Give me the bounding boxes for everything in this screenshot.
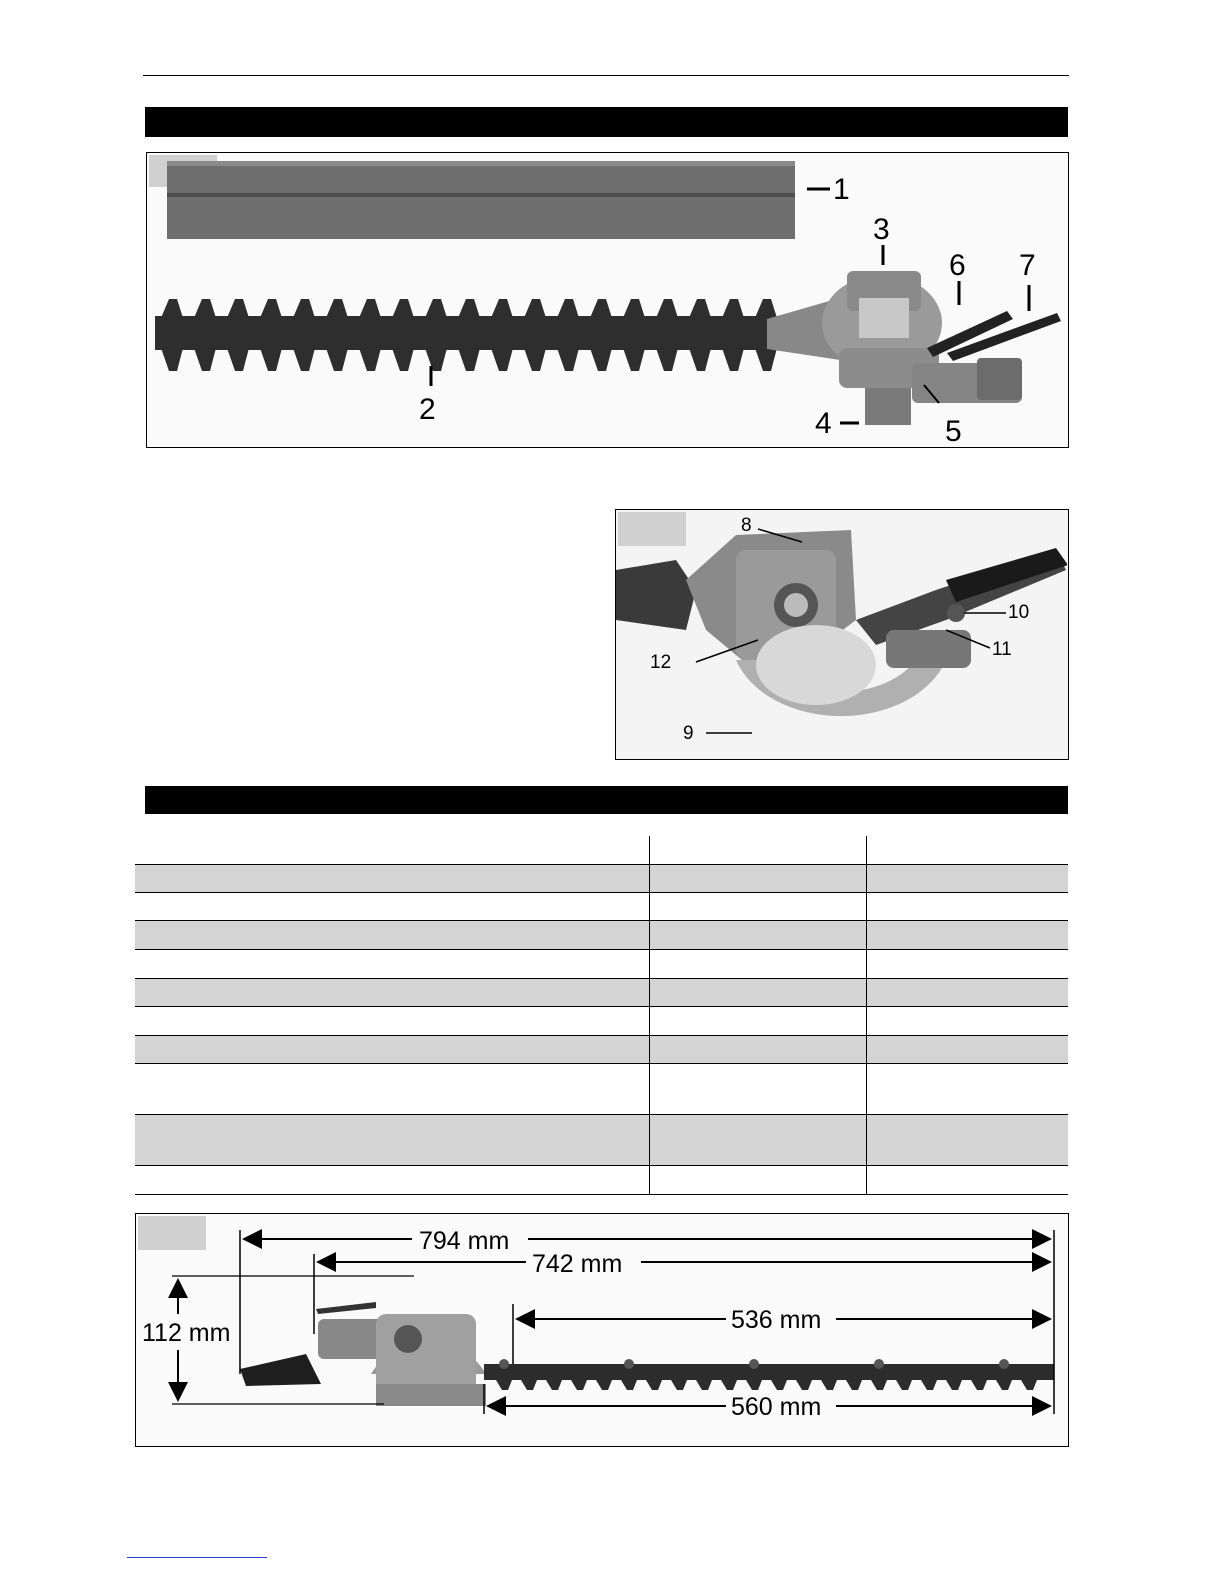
- hedge-trimmer-illustration: [147, 153, 1067, 446]
- table-row: [135, 1165, 1068, 1194]
- table-row: [135, 949, 1068, 978]
- callout-5: 5: [945, 415, 962, 446]
- dimension-drawing: [136, 1214, 1067, 1445]
- figure-gearbox-detail: [615, 509, 1069, 760]
- section-header-bar: [145, 107, 1068, 137]
- section-header-bar: [145, 786, 1068, 814]
- table-row: [135, 892, 1068, 920]
- dimension-112: 112 mm: [142, 1319, 231, 1347]
- header-rule: [143, 75, 1069, 76]
- callout-10: 10: [1008, 602, 1030, 623]
- table-row: [135, 1114, 1068, 1165]
- blade-guard-shape: [167, 161, 795, 239]
- callout-2: 2: [419, 393, 436, 426]
- callout-6: 6: [949, 249, 966, 282]
- cutter-blade-shape: [155, 316, 795, 350]
- callout-4: 4: [815, 407, 832, 440]
- table-row: [135, 1006, 1068, 1035]
- table-row: [135, 1035, 1068, 1063]
- dimension-794: 794 mm: [419, 1227, 510, 1255]
- callout-11: 11: [992, 639, 1012, 660]
- table-row: [135, 864, 1068, 892]
- callout-8: 8: [741, 515, 752, 536]
- figure-hedge-trimmer-parts: [146, 152, 1069, 448]
- callout-1: 1: [833, 173, 850, 206]
- table-row: [135, 920, 1068, 949]
- callout-3: 3: [873, 213, 890, 246]
- callout-7: 7: [1019, 249, 1036, 282]
- callout-12: 12: [650, 652, 672, 673]
- gearbox-illustration: [616, 510, 1067, 758]
- dimension-536: 536 mm: [731, 1306, 822, 1334]
- callout-9: 9: [683, 723, 694, 744]
- table-header-row: [135, 836, 1068, 864]
- table-row: [135, 978, 1068, 1006]
- dimension-560: 560 mm: [731, 1393, 822, 1421]
- footer-link-underline[interactable]: [127, 1557, 267, 1558]
- dimension-742: 742 mm: [532, 1250, 623, 1278]
- figure-dimensions: [135, 1213, 1069, 1447]
- table-row: [135, 1063, 1068, 1114]
